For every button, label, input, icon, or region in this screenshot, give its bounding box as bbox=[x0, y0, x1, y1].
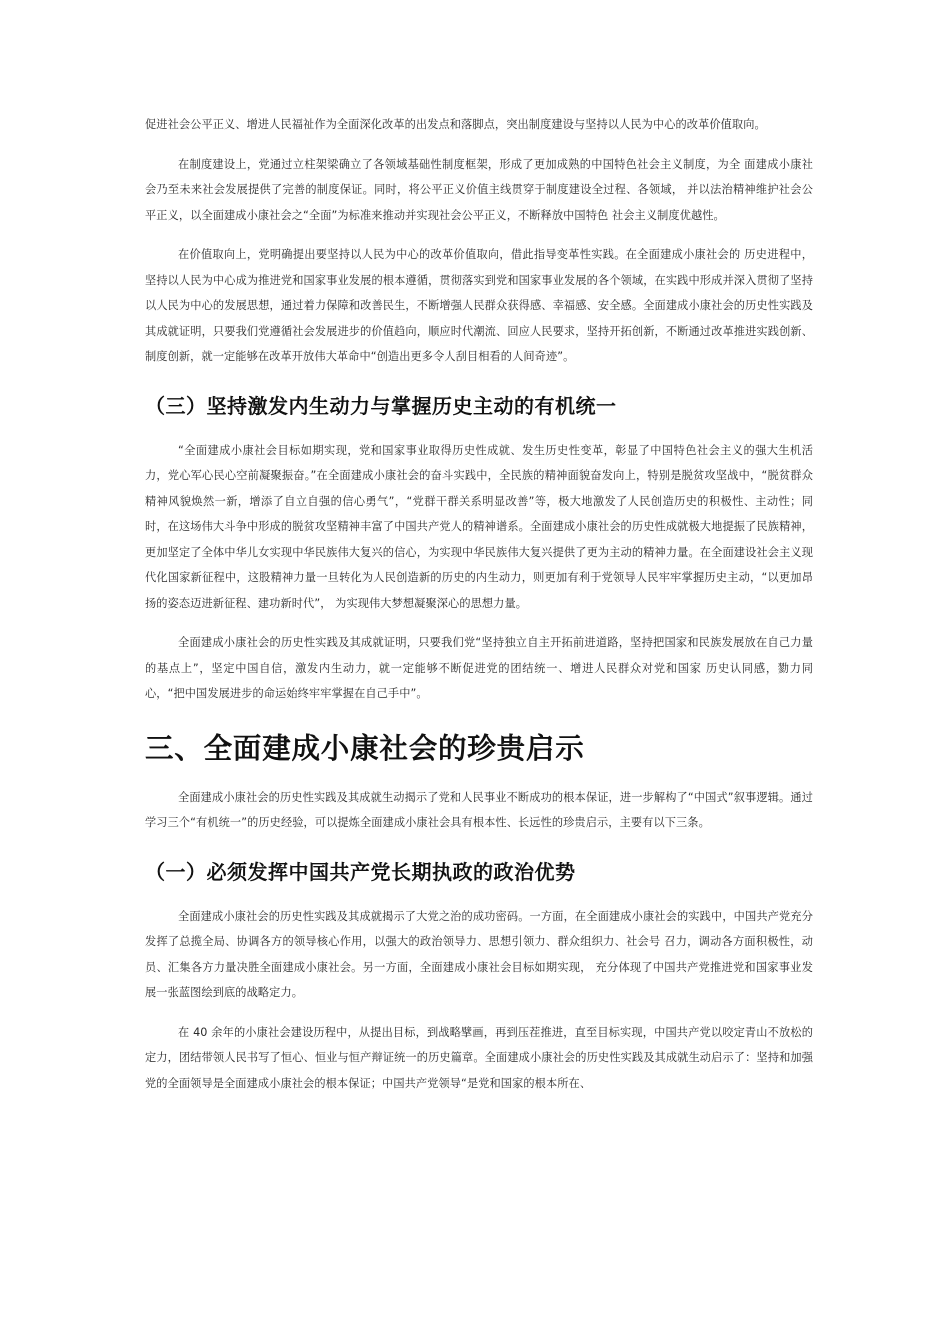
subsection-heading-3: （三）坚持激发内生动力与掌握历史主动的有机统一 bbox=[145, 393, 617, 418]
paragraph-independence: 全面建成小康社会的历史性实践及其成就证明，只要我们党“坚持独立自主开拓前进道路，坚持把国家和民族发展放在自己力量的基点上”，坚定中国自信，激发内生动力，就一定能够不断促进党的团结统一、增进人民群众对党和国家 历史认同感，勠力同心，“把中国发展进步的命运始终牢牢掌握在自己手中”。 bbox=[145, 636, 813, 700]
paragraph-forty-years: 在 40 余年的小康社会建设历程中，从提出目标，到战略擘画，再到压茬推进，直至目标实现，中国共产党以咬定青山不放松的定力，团结带领人民书写了恒心、恒业与恒产辩证统一的历史篇章。全面建成小康社会的历史性实践及其成就生动启示了：坚持和加强党的全面领导是全面建成小康社会的根本保证；中国共产党领导“是党和国家的根本所在、 bbox=[145, 1025, 813, 1090]
document-page bbox=[145, 112, 813, 1110]
paragraph-value-orientation: 在价值取向上，党明确提出要坚持以人民为中心的改革价值取向，借此指导变革性实践。在全面建成小康社会的 历史进程中，坚持以人民为中心成为推进党和国家事业发展的根本遵循，贯彻落实到党和国家事业发展的各个领域，在实践中形成并深入贯彻了坚持以人民为中心的发展思想，通过着力保障和改善民生，不断增强人民群众获得感、幸福感、安全感。全面建成小康社会的历史性实践及其成就证明，只要我们党遵循社会发展进步的价值趋向，顺应时代潮流、回应人民要求，坚持开拓创新，不断通过改革推进实践创新、制度创新，就一定能够在改革开放伟大革命中“创造出更多令人刮目相看的人间奇迹”。 bbox=[145, 248, 813, 363]
paragraph-party-governance: 全面建成小康社会的历史性实践及其成就揭示了大党之治的成功密码。一方面，在全面建成小康社会的实践中，中国共产党充分发挥了总揽全局、协调各方的领导核心作用，以强大的政治领导力、思想引领力、群众组织力、社会号 召力，调动各方面积极性，动员、汇集各方力量决胜全面建成小康社会。另一方面，全面建成小康社会目标如期实现， 充分体现了中国共产党推进党和国家事业发展一张蓝图绘到底的战略定力。 bbox=[145, 909, 813, 999]
subsection-heading-1: （一）必须发挥中国共产党长期执政的政治优势 bbox=[145, 859, 576, 884]
paragraph-inner-motivation: “全面建成小康社会目标如期实现，党和国家事业取得历史性成就、发生历史性变革，彰显了中国特色社会主义的强大生机活力，党心军心民心空前凝聚振奋。”在全面建成小康社会的奋斗实践中，全民族的精神面貌奋发向上，特别是脱贫攻坚战中，“脱贫群众精神风貌焕然一新，增添了自立自强的信心勇气”，“党群干群关系明显改善”等，极大地激发了人民创造历史的积极性、主动性；同时，在这场伟大斗争中形成的脱贫攻坚精神丰富了中国共产党人的精神谱系。全面建成小康社会的历史性成就极大地提振了民族精神，更加坚定了全体中华儿女实现中华民族伟大复兴的信心，为实现中华民族伟大复兴提供了更为主动的精神力量。在全面建设社会主义现代化国家新征程中，这股精神力量一旦转化为人民创造新的历史的内生动力，则更加有利于党领导人民牢牢掌握历史主动，“以更加昂扬的姿态迈进新征程、建功新时代”， 为实现伟大梦想凝聚深心的思想力量。 bbox=[145, 443, 813, 610]
paragraph-section-intro: 全面建成小康社会的历史性实践及其成就生动揭示了党和人民事业不断成功的根本保证，进一步解构了“中国式”叙事逻辑。通过学习三个“有机统一”的历史经验，可以提炼全面建成小康社会具有根本性、长远性的珍贵启示，主要有以下三条。 bbox=[145, 790, 813, 829]
section-heading-3: 三、全面建成小康社会的珍贵启示 bbox=[145, 731, 585, 765]
paragraph-institutional-building: 在制度建设上，党通过立柱架梁确立了各领域基础性制度框架，形成了更加成熟的中国特色社会主义制度，为全 面建成小康社会乃至未来社会发展提供了完善的制度保证。同时，将公平正义价值主线贯穿于制度建设全过程、各领域， 并以法治精神维护社会公平正义，以全面建成小康社会之“全面”为标准来推动并实现社会公平正义，不断释放中国特色 社会主义制度优越性。 bbox=[145, 157, 813, 222]
paragraph-intro-continuation: 促进社会公平正义、增进人民福祉作为全面深化改革的出发点和落脚点，突出制度建设与坚持以人民为中心的改革价值取向。 bbox=[145, 118, 766, 131]
